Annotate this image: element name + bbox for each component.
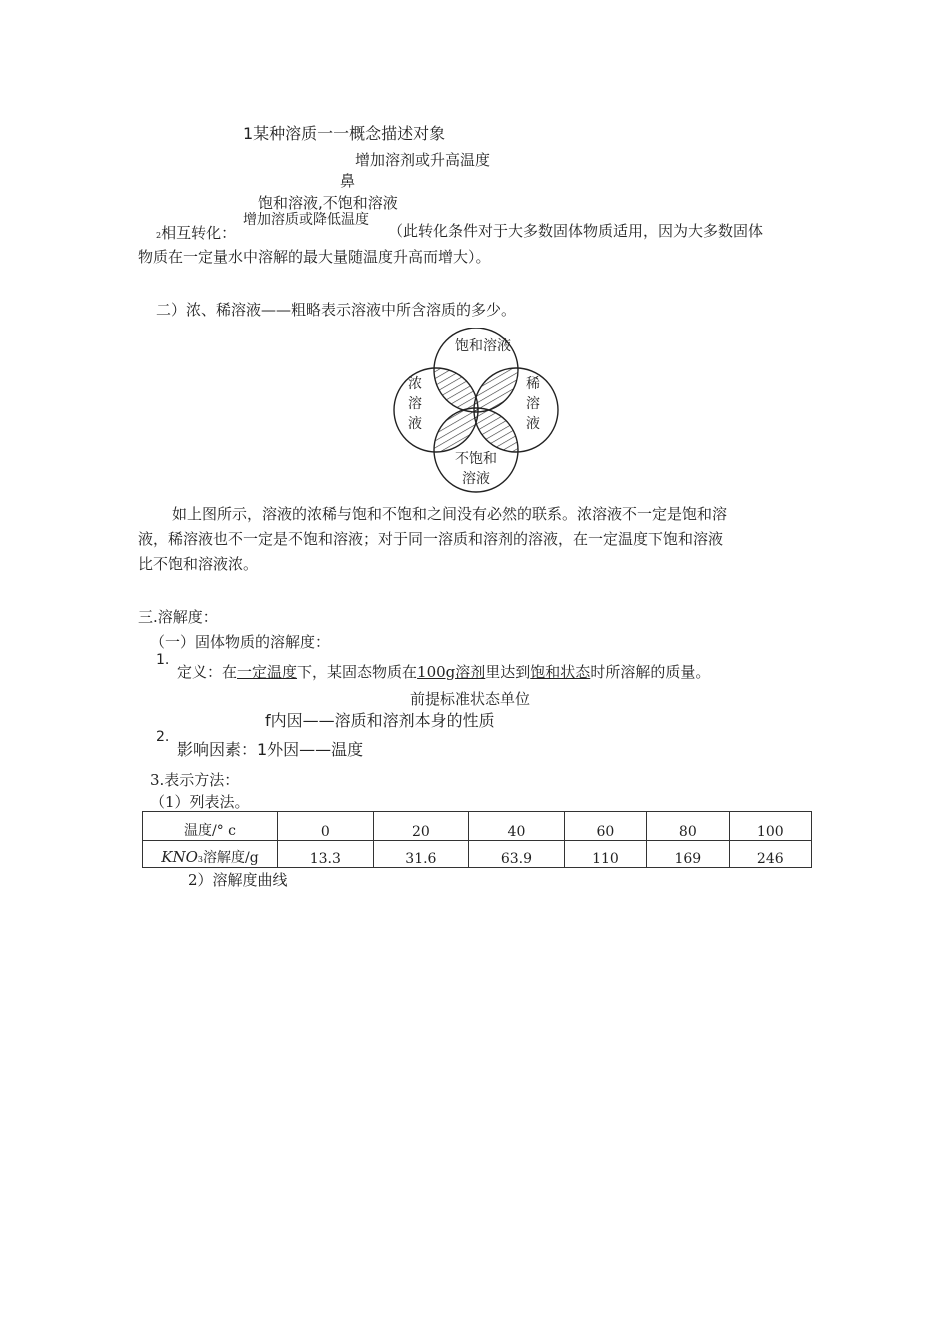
table-cell: 246 — [729, 841, 811, 868]
definition-part-a: 定义：在 — [177, 663, 238, 681]
table-cell: 60 — [564, 812, 646, 841]
paragraph-line-2: 液，稀溶液也不一定是不饱和溶液；对于同一溶质和溶剂的溶液，在一定温度下饱和溶液 — [138, 530, 724, 548]
venn-right-1: 稀 — [526, 376, 540, 392]
venn-left-1: 浓 — [408, 376, 422, 392]
venn-right-2: 溶 — [526, 396, 540, 412]
conversion-number: 2 — [156, 231, 162, 240]
table-header-temperature: 温度/° c — [143, 812, 278, 841]
item-number-1: 1. — [156, 652, 170, 668]
paragraph-line-1: 如上图所示，溶液的浓稀与饱和不饱和之间没有必然的联系。浓溶液不一定是饱和溶 — [172, 505, 728, 523]
table-header-solubility — [143, 841, 278, 868]
table-cell: 40 — [469, 812, 565, 841]
table-cell: 110 — [564, 841, 646, 868]
conversion-note-2: 物质在一定量水中溶解的最大量随温度升高而增大）。 — [138, 248, 491, 266]
method-heading: 3.表示方法： — [150, 771, 240, 789]
solubility-unit: 溶解度/g — [203, 850, 259, 866]
states-line: 饱和溶液,不饱和溶液 — [258, 194, 398, 212]
curve-method: 2）溶解度曲线 — [188, 871, 288, 889]
table-cell: 80 — [647, 812, 729, 841]
definition-part-b: 下，某固态物质在 — [297, 663, 418, 681]
table-cell: 63.9 — [469, 841, 565, 868]
factor-line: 影响因素：1外因——温度 — [177, 740, 364, 759]
table-cell: 31.6 — [373, 841, 469, 868]
condition-upper: 增加溶剂或升高温度 — [355, 151, 491, 169]
venn-top-label: 饱和溶液 — [455, 338, 511, 354]
definition-part-c: 里达到 — [485, 663, 531, 681]
conversion-note: （此转化条件对于大多数固体物质适用，因为大多数固体 — [388, 222, 764, 240]
table-cell: 13.3 — [278, 841, 374, 868]
kno3-formula: KNO — [161, 848, 198, 866]
table-cell: 0 — [278, 812, 374, 841]
table-row-temperature — [143, 812, 812, 841]
list-method: （1）列表法。 — [150, 793, 250, 811]
conversion-label — [156, 222, 236, 243]
table-cell: 100 — [729, 812, 811, 841]
kno3-subscript: 3 — [197, 855, 204, 864]
section3-title: 三.溶解度： — [138, 608, 218, 626]
venn-left-3: 液 — [408, 416, 422, 432]
concept-line: 1某种溶质一一概念描述对象 — [243, 124, 446, 143]
venn-left-2: 溶 — [408, 396, 422, 412]
definition-line — [177, 661, 710, 682]
solid-solubility-heading: （一）固体物质的溶解度： — [150, 633, 331, 651]
venn-bottom-1: 不饱和 — [455, 451, 497, 467]
table-row-solubility — [143, 841, 812, 868]
definition-temperature: 一定温度 — [237, 663, 298, 681]
venn-right-3: 液 — [526, 416, 540, 432]
internal-factor: f内因——溶质和溶剂本身的性质 — [265, 711, 495, 730]
premise-line: 前提标准状态单位 — [410, 690, 531, 708]
table-cell: 169 — [647, 841, 729, 868]
definition-saturated: 饱和状态 — [530, 663, 591, 681]
arrow-glyph: 鼻 — [340, 172, 356, 190]
table-cell: 20 — [373, 812, 469, 841]
venn-bottom-2: 溶液 — [462, 471, 490, 487]
definition-part-d: 时所溶解的质量。 — [590, 663, 711, 681]
paragraph-line-3: 比不饱和溶液浓。 — [138, 555, 259, 573]
venn-diagram — [390, 328, 565, 493]
item-number-2: 2. — [156, 729, 170, 745]
conversion-text: 相互转化： — [161, 224, 237, 242]
definition-solvent: 100g溶剂 — [417, 663, 486, 681]
section2-title: 二）浓、稀溶液——粗略表示溶液中所含溶质的多少。 — [156, 301, 517, 319]
solubility-table — [142, 811, 812, 868]
condition-lower: 增加溶质或降低温度 — [243, 212, 369, 228]
